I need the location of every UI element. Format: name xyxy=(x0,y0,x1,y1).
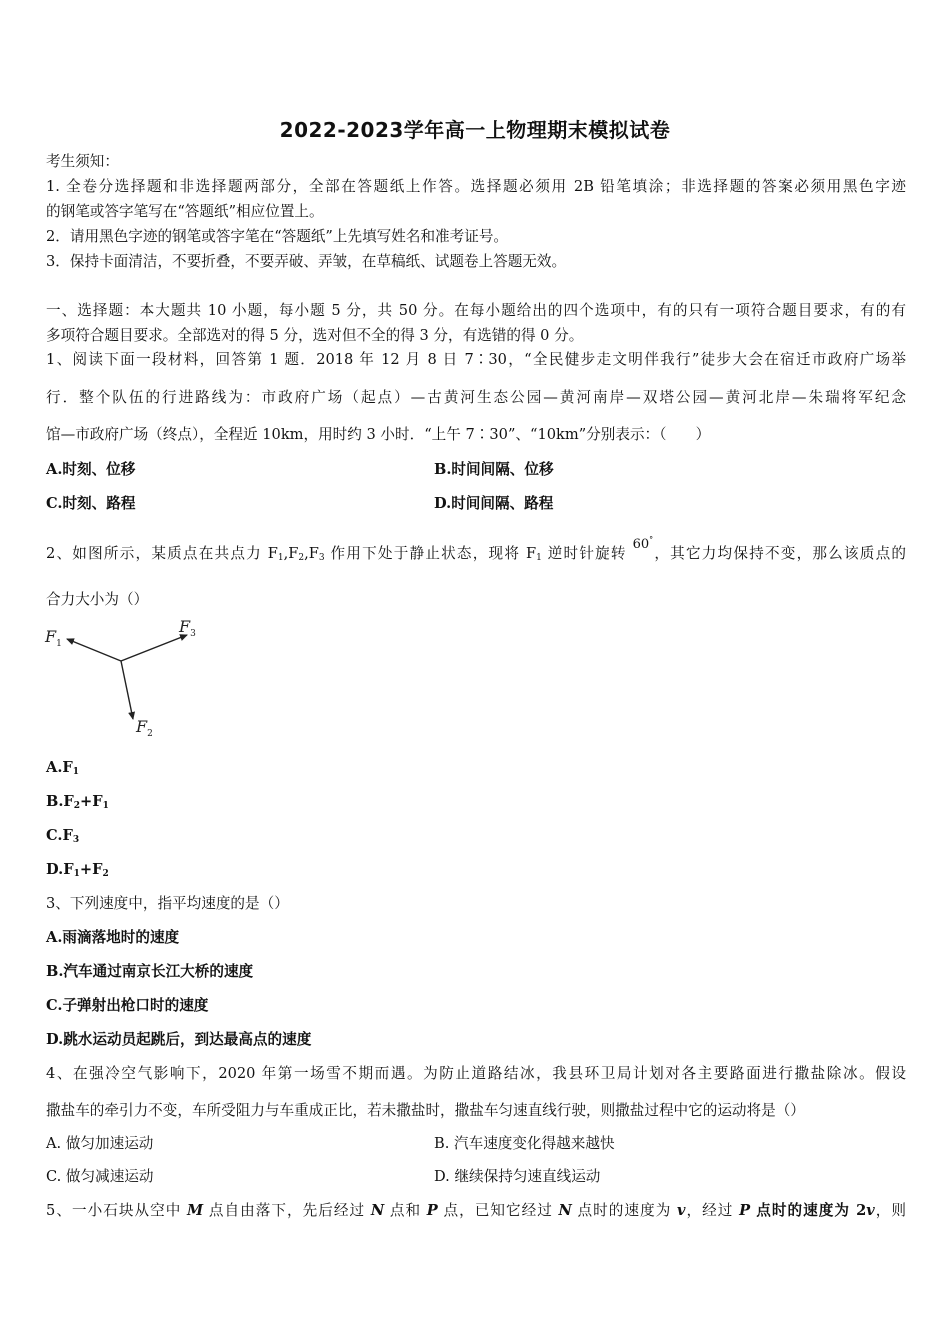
q2-text-end: ，其它力均保持不变，那么该质点的 xyxy=(653,545,906,562)
q2-sub: 2 xyxy=(298,553,305,563)
velocity-v: v xyxy=(677,1202,686,1219)
angle-value: 60 xyxy=(632,537,650,552)
q2-option-b: $B.F_2+F_1$ xyxy=(46,793,109,811)
q2-line-2: 合力大小为（） xyxy=(46,591,149,608)
f1-label: $F_1$ xyxy=(45,627,62,649)
q4-line-1: 4、在强冷空气影响下，2020 年第一场雪不期而遇。为防止道路结冰，我县环卫局计划对各主要路面进行撒盐除冰。假设 xyxy=(46,1065,906,1082)
f1-vector xyxy=(67,639,121,661)
notice-line-3: 3．保持卡面清洁，不要折叠，不要弄破、弄皱，在草稿纸、试题卷上答题无效。 xyxy=(46,253,567,270)
point-p: P xyxy=(426,1202,438,1219)
q5-text: 5、一小石块从空中 xyxy=(46,1202,188,1219)
q2-sub: 1 xyxy=(536,553,542,563)
f2-label: $F_2$ xyxy=(136,717,153,739)
point-n: N xyxy=(558,1202,572,1219)
q3-option-b: B.汽车通过南京长江大桥的速度 xyxy=(46,963,254,980)
notice-heading: 考生须知： xyxy=(46,153,119,170)
q4-line-2: 撒盐车的牵引力不变，车所受阻力与车重成正比，若未撒盐时，撒盐车匀速直线行驶，则撒盐过程中它的运动将是（） xyxy=(46,1102,805,1119)
q2-option-a: $A.F_1$ xyxy=(46,759,80,777)
section-intro-line-1: 一、选择题：本大题共 10 小题，每小题 5 分，共 50 分。在每小题给出的四个选项中，有的只有一项符合题目要求，有的有 xyxy=(46,302,906,319)
q2-text: 逆时针旋转 xyxy=(541,545,633,562)
q4-option-c: C. 做匀减速运动 xyxy=(46,1168,154,1185)
q4-option-d: D. 继续保持匀速直线运动 xyxy=(434,1168,601,1185)
point-p: P xyxy=(739,1202,751,1219)
page-title: 2022-2023学年高一上物理期末模拟试卷 xyxy=(279,118,671,142)
q5-line-1 xyxy=(46,1201,906,1221)
f3-vector xyxy=(121,635,187,661)
q3-option-d: D.跳水运动员起跳后，到达最高点的速度 xyxy=(46,1031,312,1048)
velocity-v: v xyxy=(866,1202,875,1219)
q2-angle xyxy=(633,537,654,552)
f3-label: $F_3$ xyxy=(179,617,196,639)
point-n: N xyxy=(370,1202,385,1219)
q2-option-c: $C.F_3$ xyxy=(46,827,80,845)
q1-option-c: C.时刻、路程 xyxy=(46,495,136,512)
q2-text: ,F xyxy=(304,545,319,562)
q1-line-2: 行．整个队伍的行进路线为：市政府广场（起点）—古黄河生态公园—黄河南岸—双塔公园—黄河北岸—朱瑞将军纪念 xyxy=(46,389,906,406)
degree-symbol: ° xyxy=(649,535,654,544)
q3-option-a: A.雨滴落地时的速度 xyxy=(46,929,180,946)
q1-line-3: 馆—市政府广场（终点），全程近 10km，用时约 3 小时．“上午 7∶30”、“10km”分别表示：（ ） xyxy=(46,426,711,443)
q4-option-b: B. 汽车速度变化得越来越快 xyxy=(434,1135,615,1152)
q2-sub: 3 xyxy=(318,553,325,563)
notice-line-1: 1. 全卷分选择题和非选择题两部分，全部在答题纸上作答。选择题必须用 2B 铅笔填涂；非选择题的答案必须用黑色字迹 xyxy=(46,178,906,195)
q5-text: 点，已知它经过 xyxy=(437,1202,559,1219)
q1-option-b: B.时间间隔、位移 xyxy=(434,461,554,478)
section-intro-line-2: 多项符合题目要求。全部选对的得 5 分，选对但不全的得 3 分，有选错的得 0 分。 xyxy=(46,327,584,344)
q2-line-1 xyxy=(46,535,906,568)
notice-line-2: 2．请用黑色字迹的钢笔或答字笔在“答题纸”上先填写姓名和准考证号。 xyxy=(46,228,509,245)
force-diagram xyxy=(40,612,220,744)
q5-text: 点自由落下，先后经过 xyxy=(203,1202,371,1219)
q1-option-a: A.时刻、位移 xyxy=(46,461,136,478)
q5-text: ，则 xyxy=(874,1202,906,1219)
q2-option-d: $D.F_1+F_2$ xyxy=(46,861,109,879)
q1-option-d: D.时间间隔、路程 xyxy=(434,495,554,512)
q2-text-1: 2、如图所示，某质点在共点力 F xyxy=(46,545,278,562)
q5-text: 点时的速度为 xyxy=(571,1202,677,1219)
point-m: M xyxy=(187,1202,204,1219)
q5-text: ，经过 xyxy=(685,1202,740,1219)
notice-line-1-cont: 的钢笔或答字笔写在“答题纸”相应位置上。 xyxy=(46,203,324,220)
q3-line-1: 3、下列速度中，指平均速度的是（） xyxy=(46,895,289,912)
q5-text: 点和 xyxy=(384,1202,427,1219)
q2-text: 作用下处于静止状态，现将 F xyxy=(324,545,537,562)
q1-line-1: 1、阅读下面一段材料，回答第 1 题．2018 年 12 月 8 日 7∶30，“全民健步走文明伴我行”徒步大会在宿迁市政府广场举 xyxy=(46,351,906,368)
q3-option-c: C.子弹射出枪口时的速度 xyxy=(46,997,209,1014)
q2-sub: 1 xyxy=(277,553,284,563)
q4-option-a: A. 做匀加速运动 xyxy=(46,1135,154,1152)
f2-vector xyxy=(121,661,133,719)
q2-text: ,F xyxy=(283,545,299,562)
q5-text: 点时的速度为 2 xyxy=(750,1202,867,1219)
